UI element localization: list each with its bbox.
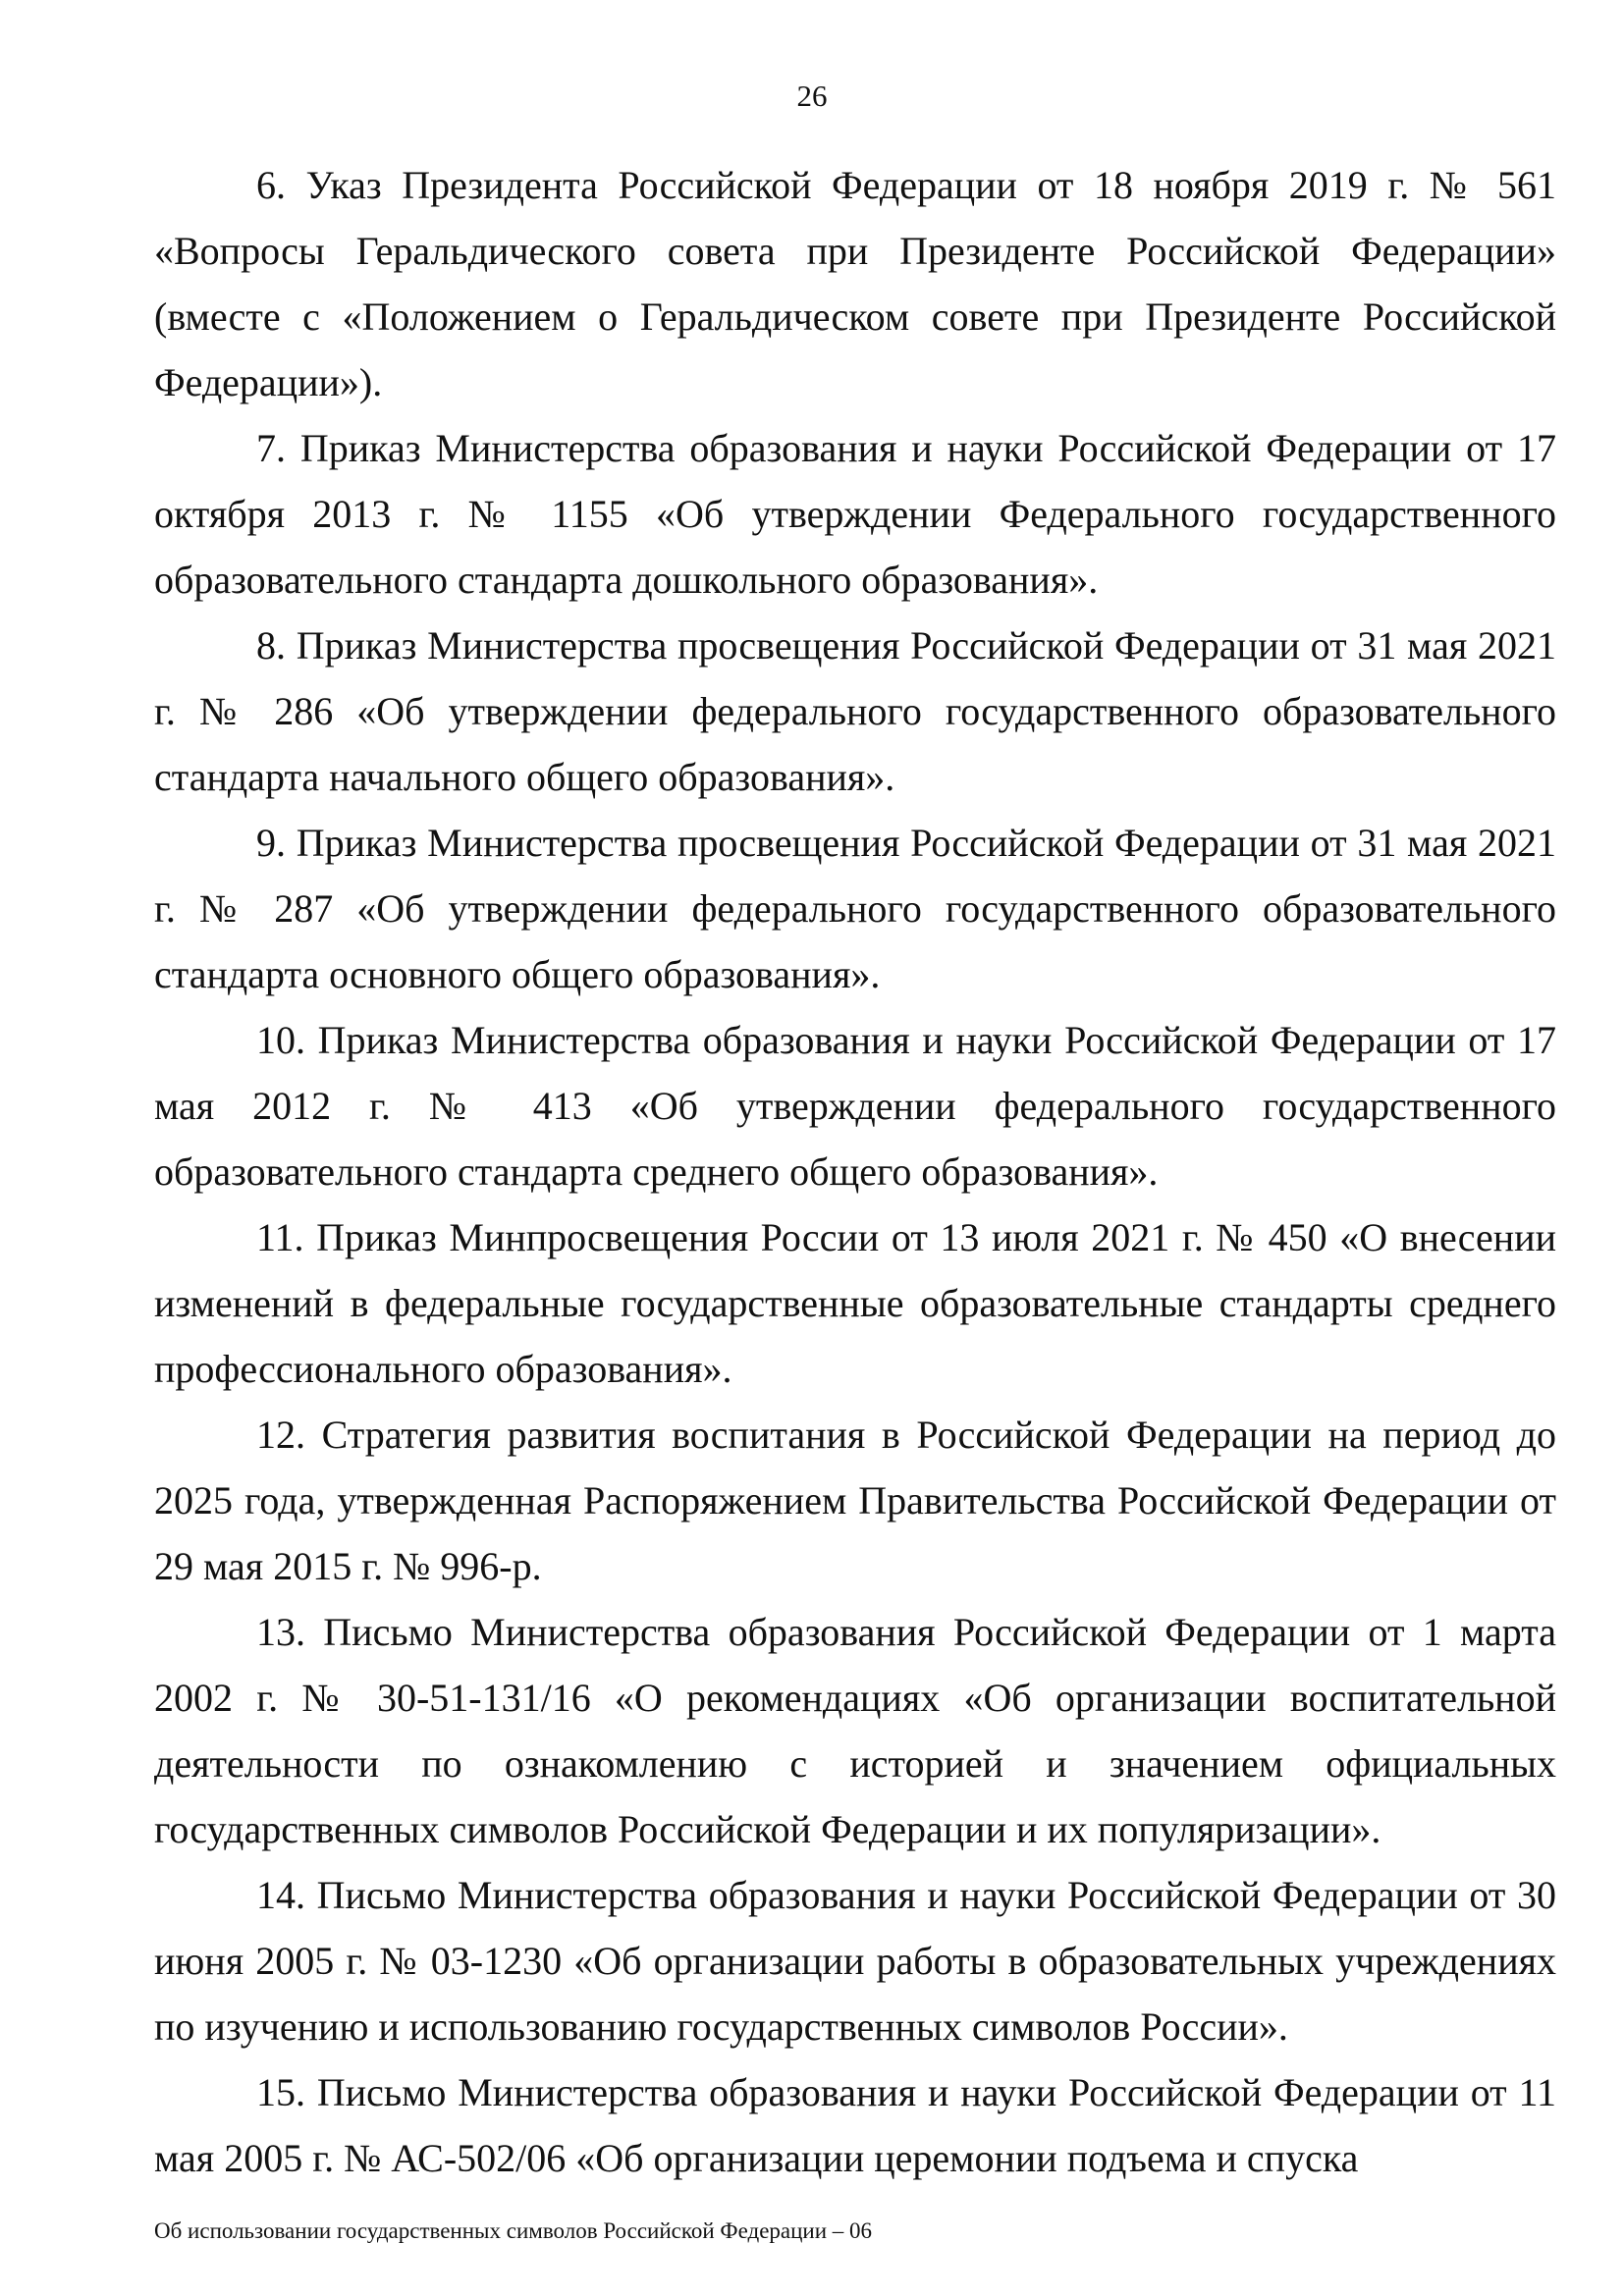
list-item-9: 9. Приказ Министерства просвещения Российской Федерации от 31 мая 2021 г. № 287 «Об утверждении федерального государственного образовательного стандарта основного общего образования».	[154, 821, 1556, 996]
list-item-13: 13. Письмо Министерства образования Российской Федерации от 1 марта 2002 г. № 30-51-131/16 «О рекомендациях «Об организации воспитательной деятельности по ознакомлению с историей и значением официальных государственных символов Российской Федерации и их популяризации».	[154, 1610, 1556, 1851]
list-item-8: 8. Приказ Министерства просвещения Российской Федерации от 31 мая 2021 г. № 286 «Об утверждении федерального государственного образовательного стандарта начального общего образования».	[154, 623, 1556, 799]
list-item-7: 7. Приказ Министерства образования и науки Российской Федерации от 17 октября 2013 г. № 1155 «Об утверждении Федерального государственного образовательного стандарта дошкольного образования».	[154, 426, 1556, 602]
page-number: 26	[796, 79, 828, 113]
list-item-6: 6. Указ Президента Российской Федерации от 18 ноября 2019 г. № 561 «Вопросы Геральдического совета при Президенте Российской Федерации» (вместе с «Положением о Геральдическом совете при Президенте Российской Федерации»).	[154, 163, 1556, 404]
list-item-11: 11. Приказ Минпросвещения России от 13 июля 2021 г. № 450 «О внесении изменений в федеральные государственные образовательные стандарты среднего профессионального образования».	[154, 1215, 1556, 1391]
list-item-14: 14. Письмо Министерства образования и науки Российской Федерации от 30 июня 2005 г. № 03-1230 «Об организации работы в образовательных учреждениях по изучению и использованию государственных символов России».	[154, 1873, 1556, 2049]
list-item-12: 12. Стратегия развития воспитания в Российской Федерации на период до 2025 года, утвержденная Распоряжением Правительства Российской Федерации от 29 мая 2015 г. № 996-р.	[154, 1413, 1556, 1588]
list-item-15: 15. Письмо Министерства образования и науки Российской Федерации от 11 мая 2005 г. № АС-502/06 «Об организации церемонии подъема и спуска	[154, 2070, 1556, 2180]
page-footer: Об использовании государственных символов Российской Федерации – 06	[154, 2218, 873, 2243]
list-item-10: 10. Приказ Министерства образования и науки Российской Федерации от 17 мая 2012 г. № 413 «Об утверждении федерального государственного образовательного стандарта среднего общего образования».	[154, 1018, 1556, 1194]
document-body	[154, 152, 1556, 2191]
